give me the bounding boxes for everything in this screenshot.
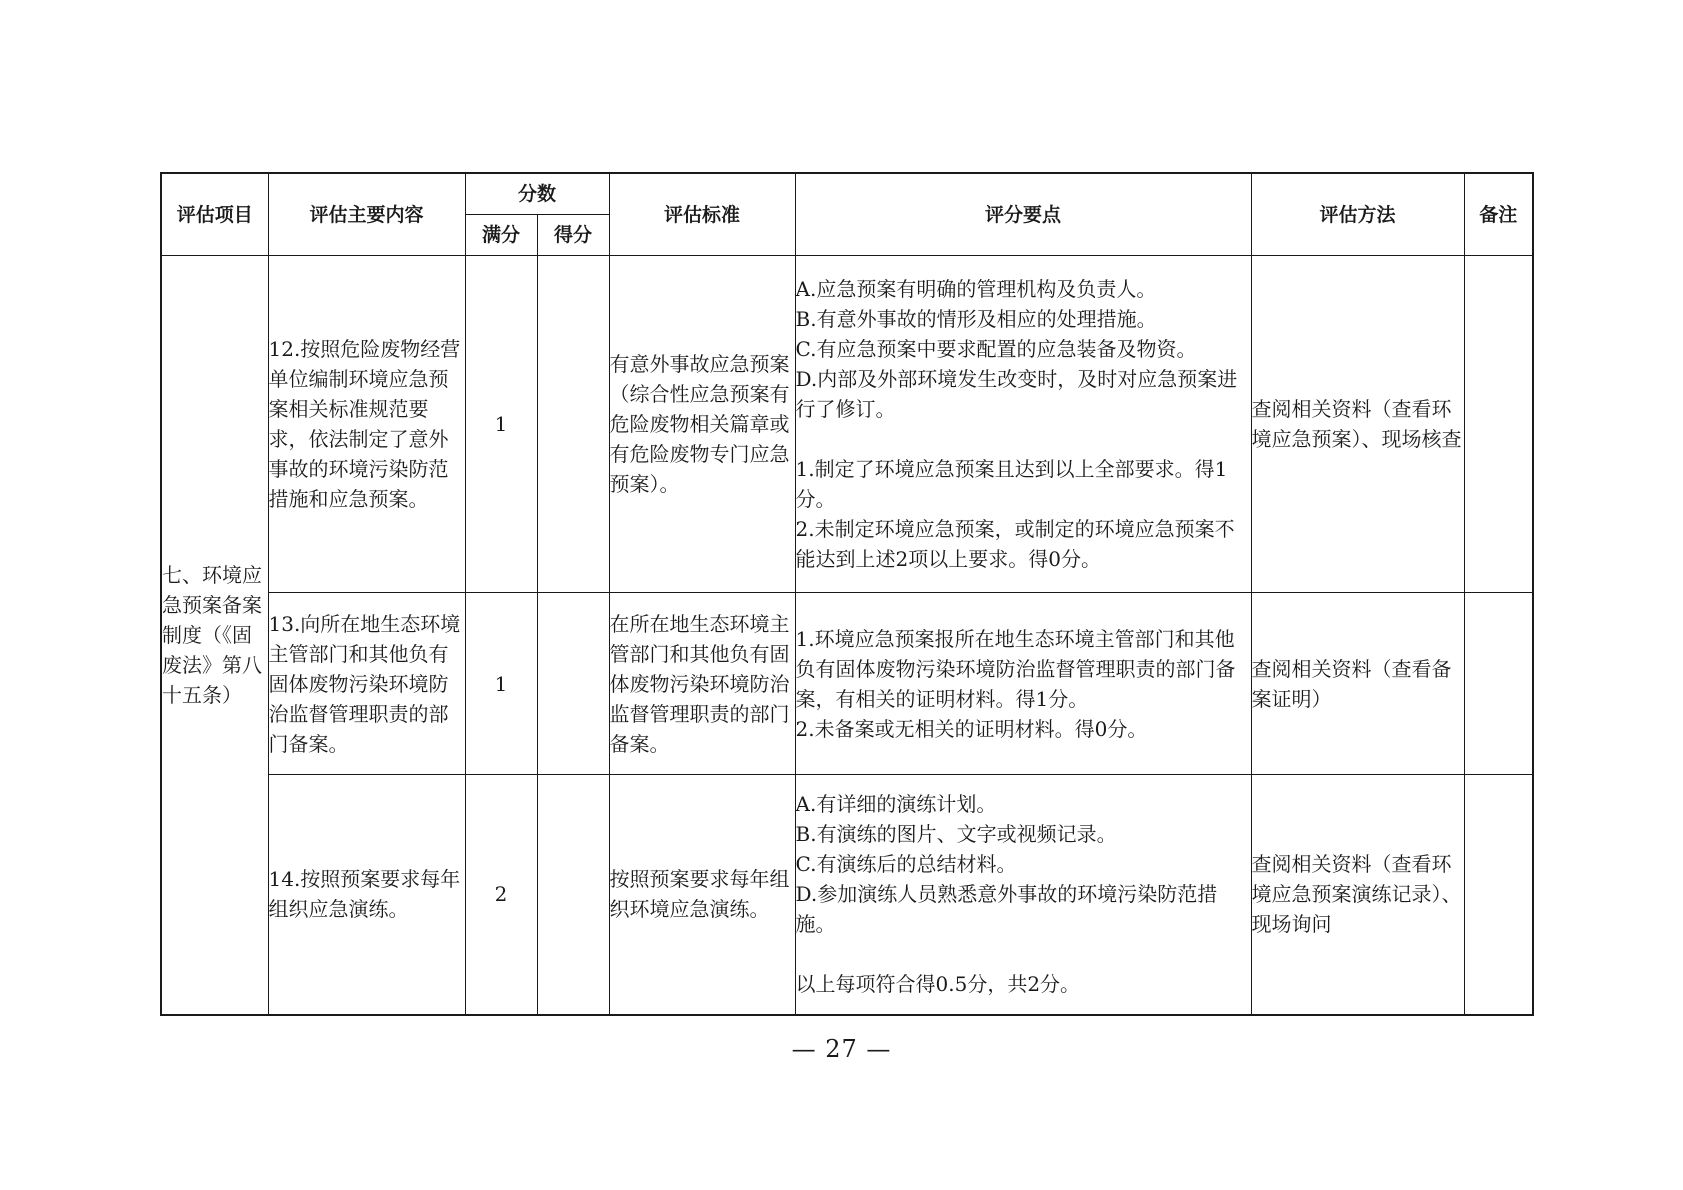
group-label: 七、环境应急预案备案制度（《固废法》第八十五条） (161, 256, 268, 1015)
row-note (1464, 775, 1533, 1015)
row-full-score: 2 (465, 775, 537, 1015)
row-points (795, 775, 1251, 1015)
row-standard: 有意外事故应急预案（综合性应急预案有危险废物相关篇章或有危险废物专门应急预案）。 (609, 256, 795, 593)
header-project: 评估项目 (161, 173, 268, 256)
row-full-score: 1 (465, 256, 537, 593)
header-row (161, 173, 1533, 215)
row-method: 查阅相关资料（查看环境应急预案）、现场核查 (1251, 256, 1464, 593)
header-score: 分数 (465, 173, 609, 215)
assessment-table (160, 172, 1534, 1016)
header-standard: 评估标准 (609, 173, 795, 256)
header-note: 备注 (1464, 173, 1533, 256)
row-standard: 在所在地生态环境主管部门和其他负有固体废物污染环境防治监督管理职责的部门备案。 (609, 593, 795, 775)
row-points (795, 593, 1251, 775)
row-got-score (537, 256, 609, 593)
row-points-criteria: A.应急预案有明确的管理机构及负责人。 B.有意外事故的情形及相应的处理措施。 C.有应急预案中要求配置的应急装备及物资。 D.内部及外部环境发生改变时，及时对应急预案进行了修订。 (795, 277, 1238, 421)
table-row (161, 256, 1533, 593)
table-row (161, 775, 1533, 1015)
row-got-score (537, 593, 609, 775)
row-got-score (537, 775, 609, 1015)
row-content: 12.按照危险废物经营单位编制环境应急预案相关标准规范要求，依法制定了意外事故的环境污染防范措施和应急预案。 (268, 256, 465, 593)
row-content: 14.按照预案要求每年组织应急演练。 (268, 775, 465, 1015)
row-full-score: 1 (465, 593, 537, 775)
row-method: 查阅相关资料（查看环境应急预案演练记录）、现场询问 (1251, 775, 1464, 1015)
row-points-scoring: 1.制定了环境应急预案且达到以上全部要求。得1分。 2.未制定环境应急预案，或制定的环境应急预案不能达到上述2项以上要求。得0分。 (795, 457, 1235, 571)
header-full-score: 满分 (465, 215, 537, 256)
row-note (1464, 593, 1533, 775)
header-content: 评估主要内容 (268, 173, 465, 256)
page-number: — 27 — (791, 1035, 892, 1063)
row-points (795, 256, 1251, 593)
row-content: 13.向所在地生态环境主管部门和其他负有固体废物污染环境防治监督管理职责的部门备案。 (268, 593, 465, 775)
row-note (1464, 256, 1533, 593)
row-method: 查阅相关资料（查看备案证明） (1251, 593, 1464, 775)
header-points: 评分要点 (795, 173, 1251, 256)
header-got-score: 得分 (537, 215, 609, 256)
header-method: 评估方法 (1251, 173, 1464, 256)
row-points-scoring: 以上每项符合得0.5分，共2分。 (795, 972, 1081, 997)
row-points-criteria: 1.环境应急预案报所在地生态环境主管部门和其他负有固体废物污染环境防治监督管理职责的部门备案，有相关的证明材料。得1分。 2.未备案或无相关的证明材料。得0分。 (795, 626, 1236, 741)
table-row (161, 593, 1533, 775)
row-standard: 按照预案要求每年组织环境应急演练。 (609, 775, 795, 1015)
row-points-criteria: A.有详细的演练计划。 B.有演练的图片、文字或视频记录。 C.有演练后的总结材料。 D.参加演练人员熟悉意外事故的环境污染防范措施。 (795, 792, 1218, 937)
